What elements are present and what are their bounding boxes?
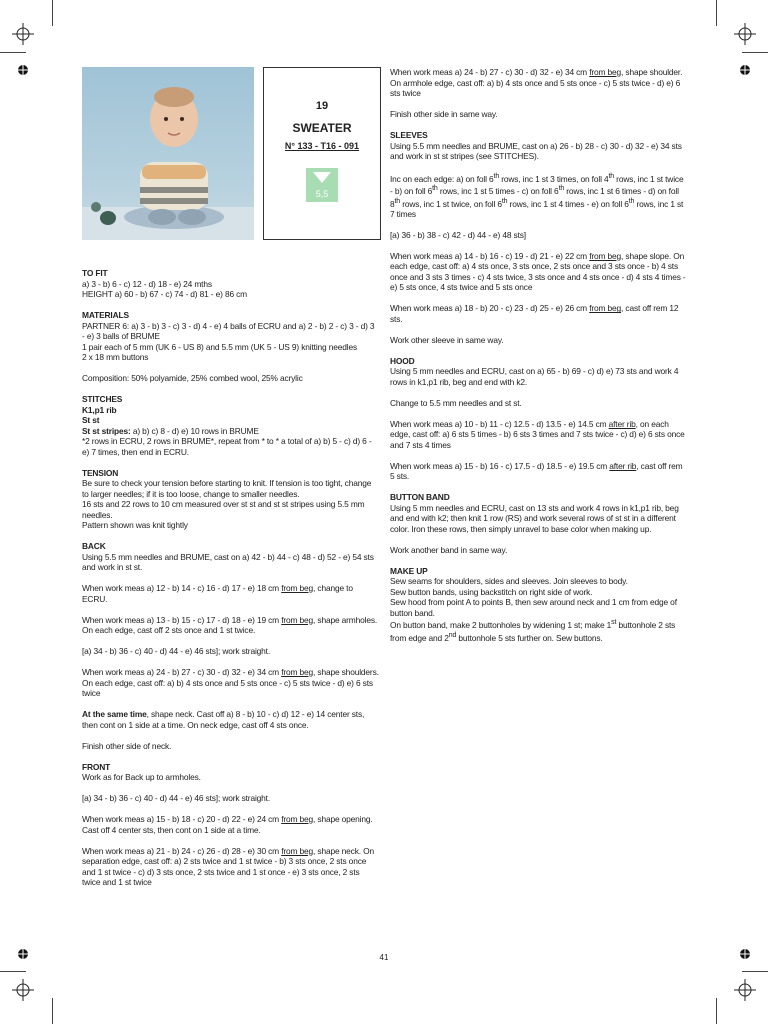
paragraph: 16 sts and 22 rows to 10 cm measured over st st and st st stripes using 5.5 mm needles.: [82, 499, 365, 520]
paragraph: Pattern shown was knit tightly: [82, 520, 188, 530]
needle-size-value: 5,5: [315, 189, 329, 199]
instructions-column-right: [390, 67, 688, 643]
crop-mark: [0, 52, 26, 53]
pattern-info-box: [263, 67, 381, 240]
paragraph: Work as for Back up to armholes.: [82, 772, 201, 782]
registration-dot-icon: [12, 59, 34, 81]
paragraph: When work meas a) 10 - b) 11 - c) 12.5 - d) 13.5 - e) 14.5 cm after rib, on each edge, cast off: a) 6 sts 5 times - b) 6 sts 3 times and 7 sts twice - c) d) e) 6 sts once and 7 sts 4 times: [390, 418, 685, 450]
section-heading: STITCHES: [82, 394, 123, 404]
paragraph: At the same time, shape neck. Cast off a) 8 - b) 10 - c) d) 12 - e) 14 center sts, then cont on 1 side at a time. On neck edge, cast off 4 sts once.: [82, 709, 365, 730]
needle-icon: [313, 172, 331, 183]
registration-mark-icon: [734, 23, 756, 45]
section-heading: TO FIT: [82, 268, 108, 278]
paragraph: HEIGHT a) 60 - b) 67 - c) 74 - d) 81 - e) 86 cm: [82, 289, 248, 299]
section-heading: SLEEVES: [390, 130, 428, 140]
registration-mark-icon: [734, 979, 756, 1001]
section-heading: MATERIALS: [82, 310, 129, 320]
paragraph: Composition: 50% polyamide, 25% combed wool, 25% acrylic: [82, 373, 303, 383]
paragraph: When work meas a) 24 - b) 27 - c) 30 - d) 32 - e) 34 cm from beg, shape shoulder. On armhole edge, cast off: a) b) 4 sts once and 5 sts once - c) 5 sts twice - d) e) 6 sts twice: [390, 67, 683, 98]
paragraph: When work meas a) 24 - b) 27 - c) 30 - d) 32 - e) 34 cm from beg, shape shoulders. On each edge, cast off: a) b) 4 sts once and 5 sts once - c) 5 sts twice - d) e) 6 sts twice: [82, 667, 379, 698]
paragraph: Change to 5.5 mm needles and st st.: [390, 397, 522, 408]
paragraph: Finish other side in same way.: [390, 109, 498, 119]
paragraph: When work meas a) 12 - b) 14 - c) 16 - d) 17 - e) 18 cm from beg, change to ECRU.: [82, 583, 353, 604]
paragraph: When work meas a) 15 - b) 18 - c) 20 - d) 22 - e) 24 cm from beg, shape opening. Cast off 4 center sts, then cont on 1 side at a time.: [82, 814, 373, 835]
paragraph: When work meas a) 15 - b) 16 - c) 17.5 - d) 18.5 - e) 19.5 cm after rib, cast off rem 5 sts.: [390, 460, 683, 482]
pattern-title: SWEATER: [292, 121, 352, 135]
registration-dot-icon: [734, 59, 756, 81]
paragraph: When work meas a) 21 - b) 24 - c) 26 - d) 28 - e) 30 cm from beg, shape neck. On separation edge, cast off: a) 2 sts twice and 1 st twice - b) 3 sts once, 2 sts once and 1 st twice - c) d) 3 sts once, 2 sts twice and 1 st once - e) 3 sts once, 2 sts twice and 1 st twice: [82, 845, 374, 887]
paragraph: When work meas a) 14 - b) 16 - c) 19 - d) 21 - e) 22 cm from beg, shape slope. On each edge, cast off: a) 4 sts once, 3 sts once, 2 sts once and 3 sts once - b) 4 sts once and 3 sts 3 times - c) 4 sts twice, 3 sts once and 4 sts once - d) 4 sts 4 times - e) 5 sts once, 4 sts twice and 5 sts once: [390, 250, 686, 293]
paragraph: 1 pair each of 5 mm (UK 6 - US 8) and 5.5 mm (UK 5 - US 9) knitting needles: [82, 341, 358, 352]
paragraph: Finish other side of neck.: [82, 740, 172, 751]
paragraph: On button band, make 2 buttonholes by widening 1 st; make 1st buttonhole 2 sts from edge and 2nd buttonhole 5 sts further on. Sew buttons.: [390, 619, 676, 643]
pattern-reference: N° 133 - T16 - 091: [284, 141, 360, 151]
crop-mark: [716, 0, 717, 26]
paragraph: [a) 36 - b) 38 - c) 42 - d) 44 - e) 48 sts]: [390, 229, 526, 240]
paragraph: Sew seams for shoulders, sides and sleeves. Join sleeves to body.: [390, 576, 628, 587]
paragraph: Using 5.5 mm needles and BRUME, cast on a) 42 - b) 44 - c) 48 - d) 52 - e) 54 sts and work in st st.: [82, 551, 374, 572]
section-heading: TENSION: [82, 467, 119, 478]
paragraph: [a) 34 - b) 36 - c) 40 - d) 44 - e) 46 sts]; work straight.: [82, 793, 271, 803]
paragraph: PARTNER 6: a) 3 - b) 3 - c) 3 - d) 4 - e) 4 balls of ECRU and a) 2 - b) 2 - c) 3 - d) 3 - e) 3 balls of BRUME: [82, 320, 375, 341]
paragraph: Inc on each edge: a) on foll 6th rows, inc 1 st 3 times, on foll 4th rows, inc 1 st twice - b) on foll 6th rows, inc 1 st 5 times - c) on foll 6th rows, inc 1 st 6 times - d) on foll 8th rows, inc 1 st twice, on foll 6th rows, inc 1 st 4 times - e) on foll 6th rows, inc 1 st 7 times: [390, 173, 684, 219]
paragraph: Using 5 mm needles and ECRU, cast on 13 sts and work 4 rows in k1,p1 rib, beg and end with k2; then knit 1 row (RS) and work several rows of st st in a different color. Iron these rows, then simply unravel to base color when making up.: [390, 502, 679, 534]
registration-mark-icon: [12, 23, 34, 45]
needle-size-badge: [306, 168, 338, 202]
crop-mark: [742, 971, 768, 972]
crop-mark: [716, 998, 717, 1024]
paragraph: K1,p1 rib: [82, 404, 117, 415]
paragraph: Work other sleeve in same way.: [390, 334, 504, 345]
paragraph: Sew hood from point A to points B, then sew around neck and 1 cm from edge of button band.: [390, 597, 677, 618]
paragraph: *2 rows in ECRU, 2 rows in BRUME*, repeat from * to * a total of a) b) 5 - c) d) 6 - e) 7 times, then end in ECRU.: [82, 436, 372, 457]
paragraph: St st: [82, 415, 100, 425]
section-heading: BUTTON BAND: [390, 492, 450, 503]
paragraph: St st stripes: a) b) c) 8 - d) e) 10 rows in BRUME: [82, 425, 259, 436]
section-heading: FRONT: [82, 761, 111, 772]
crop-mark: [52, 0, 53, 26]
paragraph: Be sure to check your tension before starting to knit. If tension is too tight, change to larger needles; if it is too loose, change to smaller needles.: [82, 478, 372, 499]
paragraph: a) 3 - b) 6 - c) 12 - d) 18 - e) 24 mths: [82, 278, 212, 289]
crop-mark: [52, 998, 53, 1024]
instructions-column-left: [82, 268, 379, 898]
pattern-number: 19: [315, 100, 329, 112]
registration-mark-icon: [12, 979, 34, 1001]
section-heading: BACK: [82, 541, 106, 551]
paragraph: Work another band in same way.: [390, 544, 508, 555]
paragraph: Using 5 mm needles and ECRU, cast on a) 65 - b) 69 - c) d) e) 73 sts and work 4 rows in k1,p1 rib, beg and end with k2.: [390, 366, 679, 387]
section-heading: MAKE UP: [390, 565, 428, 576]
paragraph: When work meas a) 18 - b) 20 - c) 23 - d) 25 - e) 26 cm from beg, cast off rem 12 sts.: [390, 303, 679, 324]
paragraph: 2 x 18 mm buttons: [82, 352, 149, 362]
paragraph: Using 5.5 mm needles and BRUME, cast on a) 26 - b) 28 - c) 30 - d) 32 - e) 34 sts and work in st st stripes (see STITCHES).: [390, 140, 682, 161]
baby-sweater-photo: [82, 67, 254, 240]
paragraph: Sew button bands, using backstitch on right side of work.: [390, 586, 593, 597]
crop-mark: [742, 52, 768, 53]
crop-mark: [0, 971, 26, 972]
page-number: 41: [379, 953, 389, 962]
paragraph: When work meas a) 13 - b) 15 - c) 17 - d) 18 - e) 19 cm from beg, shape armholes. On each edge, cast off 2 sts once and 1 st twice.: [82, 614, 378, 635]
paragraph: [a) 34 - b) 36 - c) 40 - d) 44 - e) 46 sts]; work straight.: [82, 646, 271, 656]
section-heading: HOOD: [390, 355, 415, 366]
